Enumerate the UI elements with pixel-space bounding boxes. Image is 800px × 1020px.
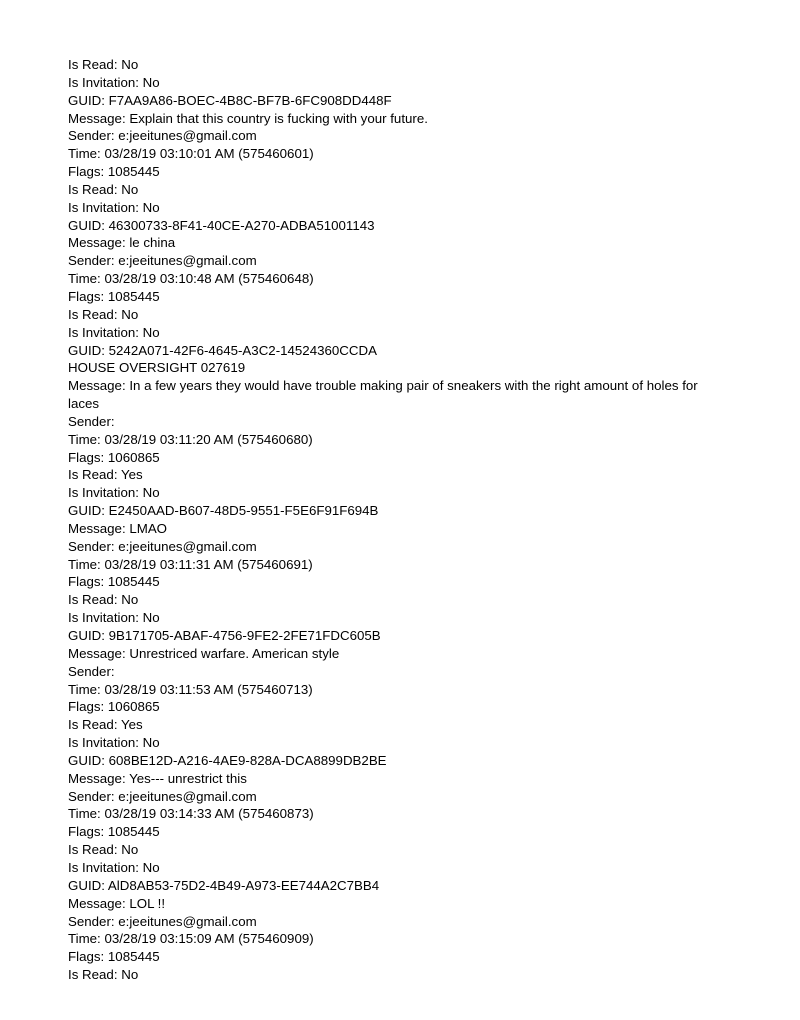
document-line: Flags: 1085445 [68, 288, 160, 304]
document-line: Time: 03/28/19 03:14:33 AM (575460873) [68, 806, 314, 822]
document-line: Sender: e:jeeitunes@gmail.com [68, 538, 257, 554]
document-line: Message: le china [68, 235, 176, 251]
document-line: Sender: e:jeeitunes@gmail.com [68, 253, 257, 269]
document-line: GUID: E2450AAD-B607-48D5-9551-F5E6F91F694B [68, 503, 379, 519]
document-line: Flags: 1085445 [68, 824, 160, 840]
document-line: GUID: 46300733-8F41-40CE-A270-ADBA51001143 [68, 217, 375, 233]
document-line: Time: 03/28/19 03:11:20 AM (575460680) [68, 431, 313, 447]
document-line: Sender: [68, 413, 115, 429]
document-line: Message: Yes--- unrestrict this [68, 770, 247, 786]
document-line: Is Invitation: No [68, 610, 160, 626]
document-line: Message: Unrestriced warfare. American style [68, 645, 340, 661]
document-line: Is Read: No [68, 967, 139, 983]
document-line: GUID: 608BE12D-A216-4AE9-828A-DCA8899DB2BE [68, 752, 387, 768]
document-line: GUID: AlD8AB53-75D2-4B49-A973-EE744A2C7BB4 [68, 877, 380, 893]
document-line: Is Read: No [68, 306, 139, 322]
document-line: Is Read: No [68, 592, 139, 608]
document-line: Is Read: Yes [68, 467, 143, 483]
document-line: Time: 03/28/19 03:15:09 AM (575460909) [68, 931, 314, 947]
document-line: Flags: 1085445 [68, 949, 160, 965]
document-line: Is Invitation: No [68, 485, 160, 501]
document-line: Message: Explain that this country is fucking with your future. [68, 110, 428, 126]
document-line: GUID: 5242A071-42F6-4645-A3C2-14524360CCDA [68, 342, 377, 358]
document-line: Is Invitation: No [68, 735, 160, 751]
document-line: Is Read: No [68, 57, 139, 72]
document-line: Is Invitation: No [68, 859, 160, 875]
document-line: Message: LOL !! [68, 895, 166, 911]
document-line: GUID: F7AA9A86-BOEC-4B8C-BF7B-6FC908DD448F [68, 92, 392, 108]
document-line: HOUSE OVERSIGHT 027619 [68, 360, 246, 376]
document-line: Is Invitation: No [68, 74, 160, 90]
document-line: Is Invitation: No [68, 199, 160, 215]
document-line: Sender: e:jeeitunes@gmail.com [68, 128, 257, 144]
document-line: Flags: 1085445 [68, 164, 160, 180]
document-line: Time: 03/28/19 03:11:53 AM (575460713) [68, 681, 313, 697]
document-line: Flags: 1085445 [68, 574, 160, 590]
document-line: Flags: 1060865 [68, 699, 160, 715]
document-line: Message: In a few years they would have trouble making pair of sneakers with the right amount of holes for laces [68, 378, 702, 412]
document-line: Is Read: No [68, 842, 139, 858]
document-line: Time: 03/28/19 03:10:48 AM (575460648) [68, 271, 314, 287]
document-line: Sender: e:jeeitunes@gmail.com [68, 913, 257, 929]
document-line: Is Read: No [68, 181, 139, 197]
document-line: Flags: 1060865 [68, 449, 160, 465]
document-line: Message: LMAO [68, 520, 168, 536]
document-line: GUID: 9B171705-ABAF-4756-9FE2-2FE71FDC605B [68, 628, 381, 643]
document-line: Sender: [68, 663, 115, 679]
document-line: Is Invitation: No [68, 324, 160, 340]
message-log-text [68, 56, 732, 984]
document-line: Time: 03/28/19 03:10:01 AM (575460601) [68, 146, 314, 162]
document-line: Time: 03/28/19 03:11:31 AM (575460691) [68, 556, 313, 572]
document-line: Is Read: Yes [68, 717, 143, 733]
document-line: Sender: e:jeeitunes@gmail.com [68, 788, 257, 804]
